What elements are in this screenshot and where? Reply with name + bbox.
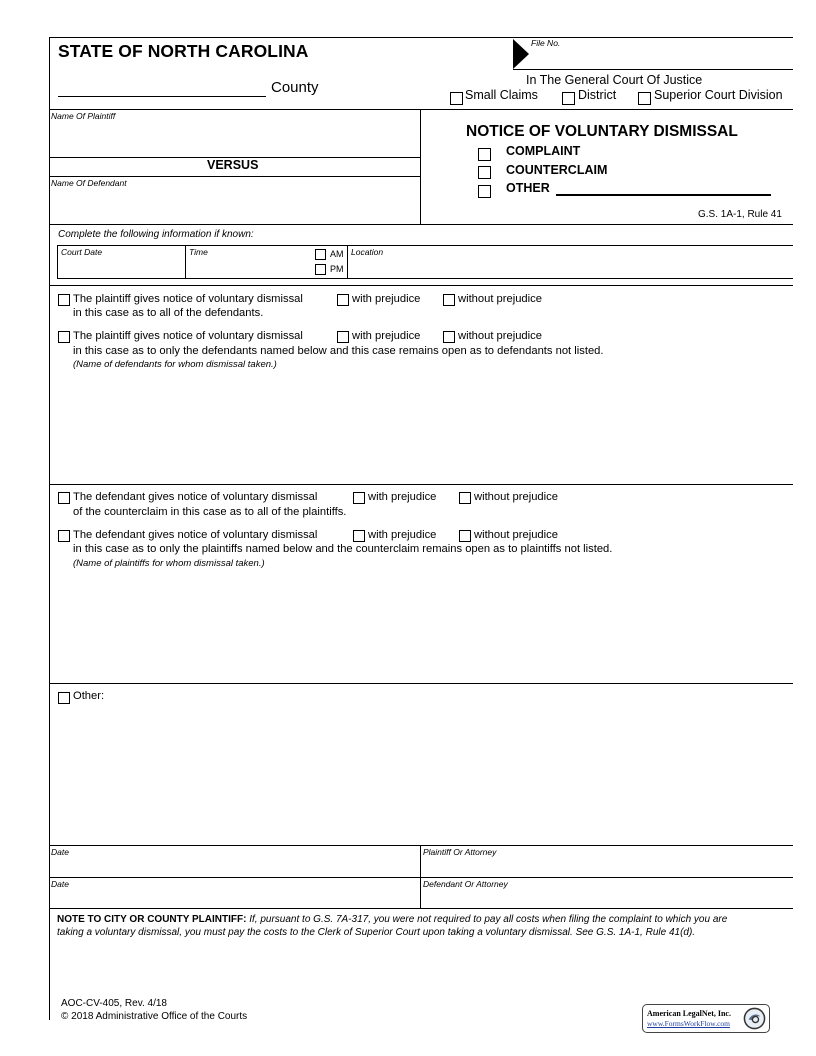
complaint-label: COMPLAINT: [506, 144, 581, 158]
other-checkbox[interactable]: [478, 185, 491, 198]
file-no-label: File No.: [531, 38, 561, 48]
court-info-rule: [49, 285, 793, 286]
plaintiff-some-checkbox[interactable]: [58, 331, 70, 343]
other-section-label: Other:: [73, 690, 105, 702]
copyright: © 2018 Administrative Office of the Courts: [61, 1011, 248, 1022]
file-no-arrow-icon: [513, 39, 529, 69]
form-id: AOC-CV-405, Rev. 4/18: [61, 998, 167, 1009]
defendant-some-checkbox[interactable]: [58, 530, 70, 542]
other-label: OTHER: [506, 181, 550, 195]
defendant-section-rule: [49, 683, 793, 684]
versus-label: VERSUS: [207, 158, 259, 172]
parties-divider: [420, 109, 421, 224]
state-title: STATE OF NORTH CAROLINA: [58, 41, 309, 61]
small-claims-label: Small Claims: [465, 88, 538, 102]
court-info-top: [57, 245, 793, 246]
defendant-some-with-prejudice-checkbox[interactable]: [353, 530, 365, 542]
plaintiff-all-text: The plaintiff gives notice of voluntary dismissal: [73, 293, 303, 305]
note-line-1: [57, 913, 792, 926]
frame-left: [49, 37, 50, 1020]
plaintiff-all-without-prejudice-label: without prejudice: [458, 293, 542, 305]
plaintiff-attorney-label: Plaintiff Or Attorney: [423, 847, 497, 857]
plaintiff-section-rule: [49, 484, 793, 485]
court-date-label: Court Date: [61, 247, 103, 257]
signature-top-rule: [49, 845, 793, 846]
location-label: Location: [351, 247, 384, 257]
county-label: County: [271, 79, 319, 96]
counterclaim-label: COUNTERCLAIM: [506, 163, 608, 177]
counterclaim-checkbox[interactable]: [478, 166, 491, 179]
plaintiff-all-with-prejudice-label: with prejudice: [352, 293, 421, 305]
versus-line: [49, 176, 420, 177]
globe-icon: [743, 1007, 766, 1030]
logo-line-1: American LegalNet, Inc.: [647, 1009, 731, 1018]
small-claims-checkbox[interactable]: [450, 92, 463, 105]
am-label: AM: [330, 249, 344, 259]
legalnet-logo[interactable]: [642, 1004, 770, 1033]
defendant-all-with-prejudice-checkbox[interactable]: [353, 492, 365, 504]
note-text-2: taking a voluntary dismissal, you must pay the costs to the Clerk of Superior Court upon taking a voluntary dismissal. See G.S. 1A-1, Rule 41(d).: [57, 927, 696, 938]
header-bottom-rule: [49, 109, 793, 110]
district-label: District: [578, 88, 617, 102]
parties-bottom-rule: [49, 224, 793, 225]
plaintiff-all-with-prejudice-checkbox[interactable]: [337, 294, 349, 306]
note-block: [57, 913, 792, 939]
defendant-some-text: The defendant gives notice of voluntary dismissal: [73, 529, 318, 541]
plaintiff-all-text-2: in this case as to all of the defendants.: [73, 307, 264, 319]
pm-checkbox[interactable]: [315, 264, 326, 275]
other-section-checkbox[interactable]: [58, 692, 70, 704]
note-line-2: [57, 926, 792, 939]
plaintiff-some-note: (Name of defendants for whom dismissal taken.): [73, 359, 277, 370]
time-label: Time: [189, 247, 208, 257]
defendant-all-checkbox[interactable]: [58, 492, 70, 504]
defendant-name-label: Name Of Defendant: [51, 178, 127, 188]
county-line[interactable]: [58, 96, 266, 97]
district-checkbox[interactable]: [562, 92, 575, 105]
statute-label: G.S. 1A-1, Rule 41: [698, 209, 782, 220]
note-text-1: If, pursuant to G.S. 7A-317, you were not required to pay all costs when filing the complaint to which you are: [249, 914, 728, 925]
court-info-bottom: [57, 278, 793, 279]
defendant-attorney-label: Defendant Or Attorney: [423, 879, 508, 889]
pm-label: PM: [330, 264, 344, 274]
defendant-some-without-prejudice-label: without prejudice: [474, 529, 558, 541]
signature-mid-rule: [49, 877, 793, 878]
other-line[interactable]: [556, 194, 771, 196]
defendant-some-without-prejudice-checkbox[interactable]: [459, 530, 471, 542]
defendant-all-without-prejudice-label: without prejudice: [474, 491, 558, 503]
defendant-some-note: (Name of plaintiffs for whom dismissal taken.): [73, 558, 265, 569]
defendant-all-without-prejudice-checkbox[interactable]: [459, 492, 471, 504]
notice-title: NOTICE OF VOLUNTARY DISMISSAL: [466, 123, 738, 140]
plaintiff-all-without-prejudice-checkbox[interactable]: [443, 294, 455, 306]
court-label: In The General Court Of Justice: [526, 73, 703, 87]
defendant-date-label: Date: [51, 879, 69, 889]
defendant-all-with-prejudice-label: with prejudice: [368, 491, 437, 503]
plaintiff-all-checkbox[interactable]: [58, 294, 70, 306]
court-info-left: [57, 245, 58, 278]
plaintiff-some-with-prejudice-label: with prejudice: [352, 330, 421, 342]
superior-court-label: Superior Court Division: [654, 88, 783, 102]
defendant-some-with-prejudice-label: with prejudice: [368, 529, 437, 541]
complete-info-label: Complete the following information if known:: [58, 229, 254, 240]
court-date-divider: [185, 245, 186, 278]
defendant-all-text-2: of the counterclaim in this case as to all of the plaintiffs.: [73, 506, 347, 518]
plaintiff-date-label: Date: [51, 847, 69, 857]
plaintiff-some-text: The plaintiff gives notice of voluntary dismissal: [73, 330, 303, 342]
file-no-line[interactable]: [513, 69, 793, 70]
defendant-some-text-2: in this case as to only the plaintiffs named below and the counterclaim remains open as to plaintiffs not listed.: [73, 543, 613, 555]
defendant-all-text: The defendant gives notice of voluntary dismissal: [73, 491, 318, 503]
logo-line-2: www.FormsWorkFlow.com: [647, 1019, 731, 1028]
am-checkbox[interactable]: [315, 249, 326, 260]
plaintiff-some-without-prejudice-checkbox[interactable]: [443, 331, 455, 343]
signature-bottom-rule: [49, 908, 793, 909]
plaintiff-some-with-prejudice-checkbox[interactable]: [337, 331, 349, 343]
time-divider: [347, 245, 348, 278]
plaintiff-some-text-2: in this case as to only the defendants named below and this case remains open as to defendants not listed.: [73, 345, 604, 357]
plaintiff-some-without-prejudice-label: without prejudice: [458, 330, 542, 342]
note-heading: NOTE TO CITY OR COUNTY PLAINTIFF:: [57, 914, 247, 925]
plaintiff-name-label: Name Of Plaintiff: [51, 111, 116, 121]
complaint-checkbox[interactable]: [478, 148, 491, 161]
superior-court-checkbox[interactable]: [638, 92, 651, 105]
frame-top: [49, 37, 793, 38]
